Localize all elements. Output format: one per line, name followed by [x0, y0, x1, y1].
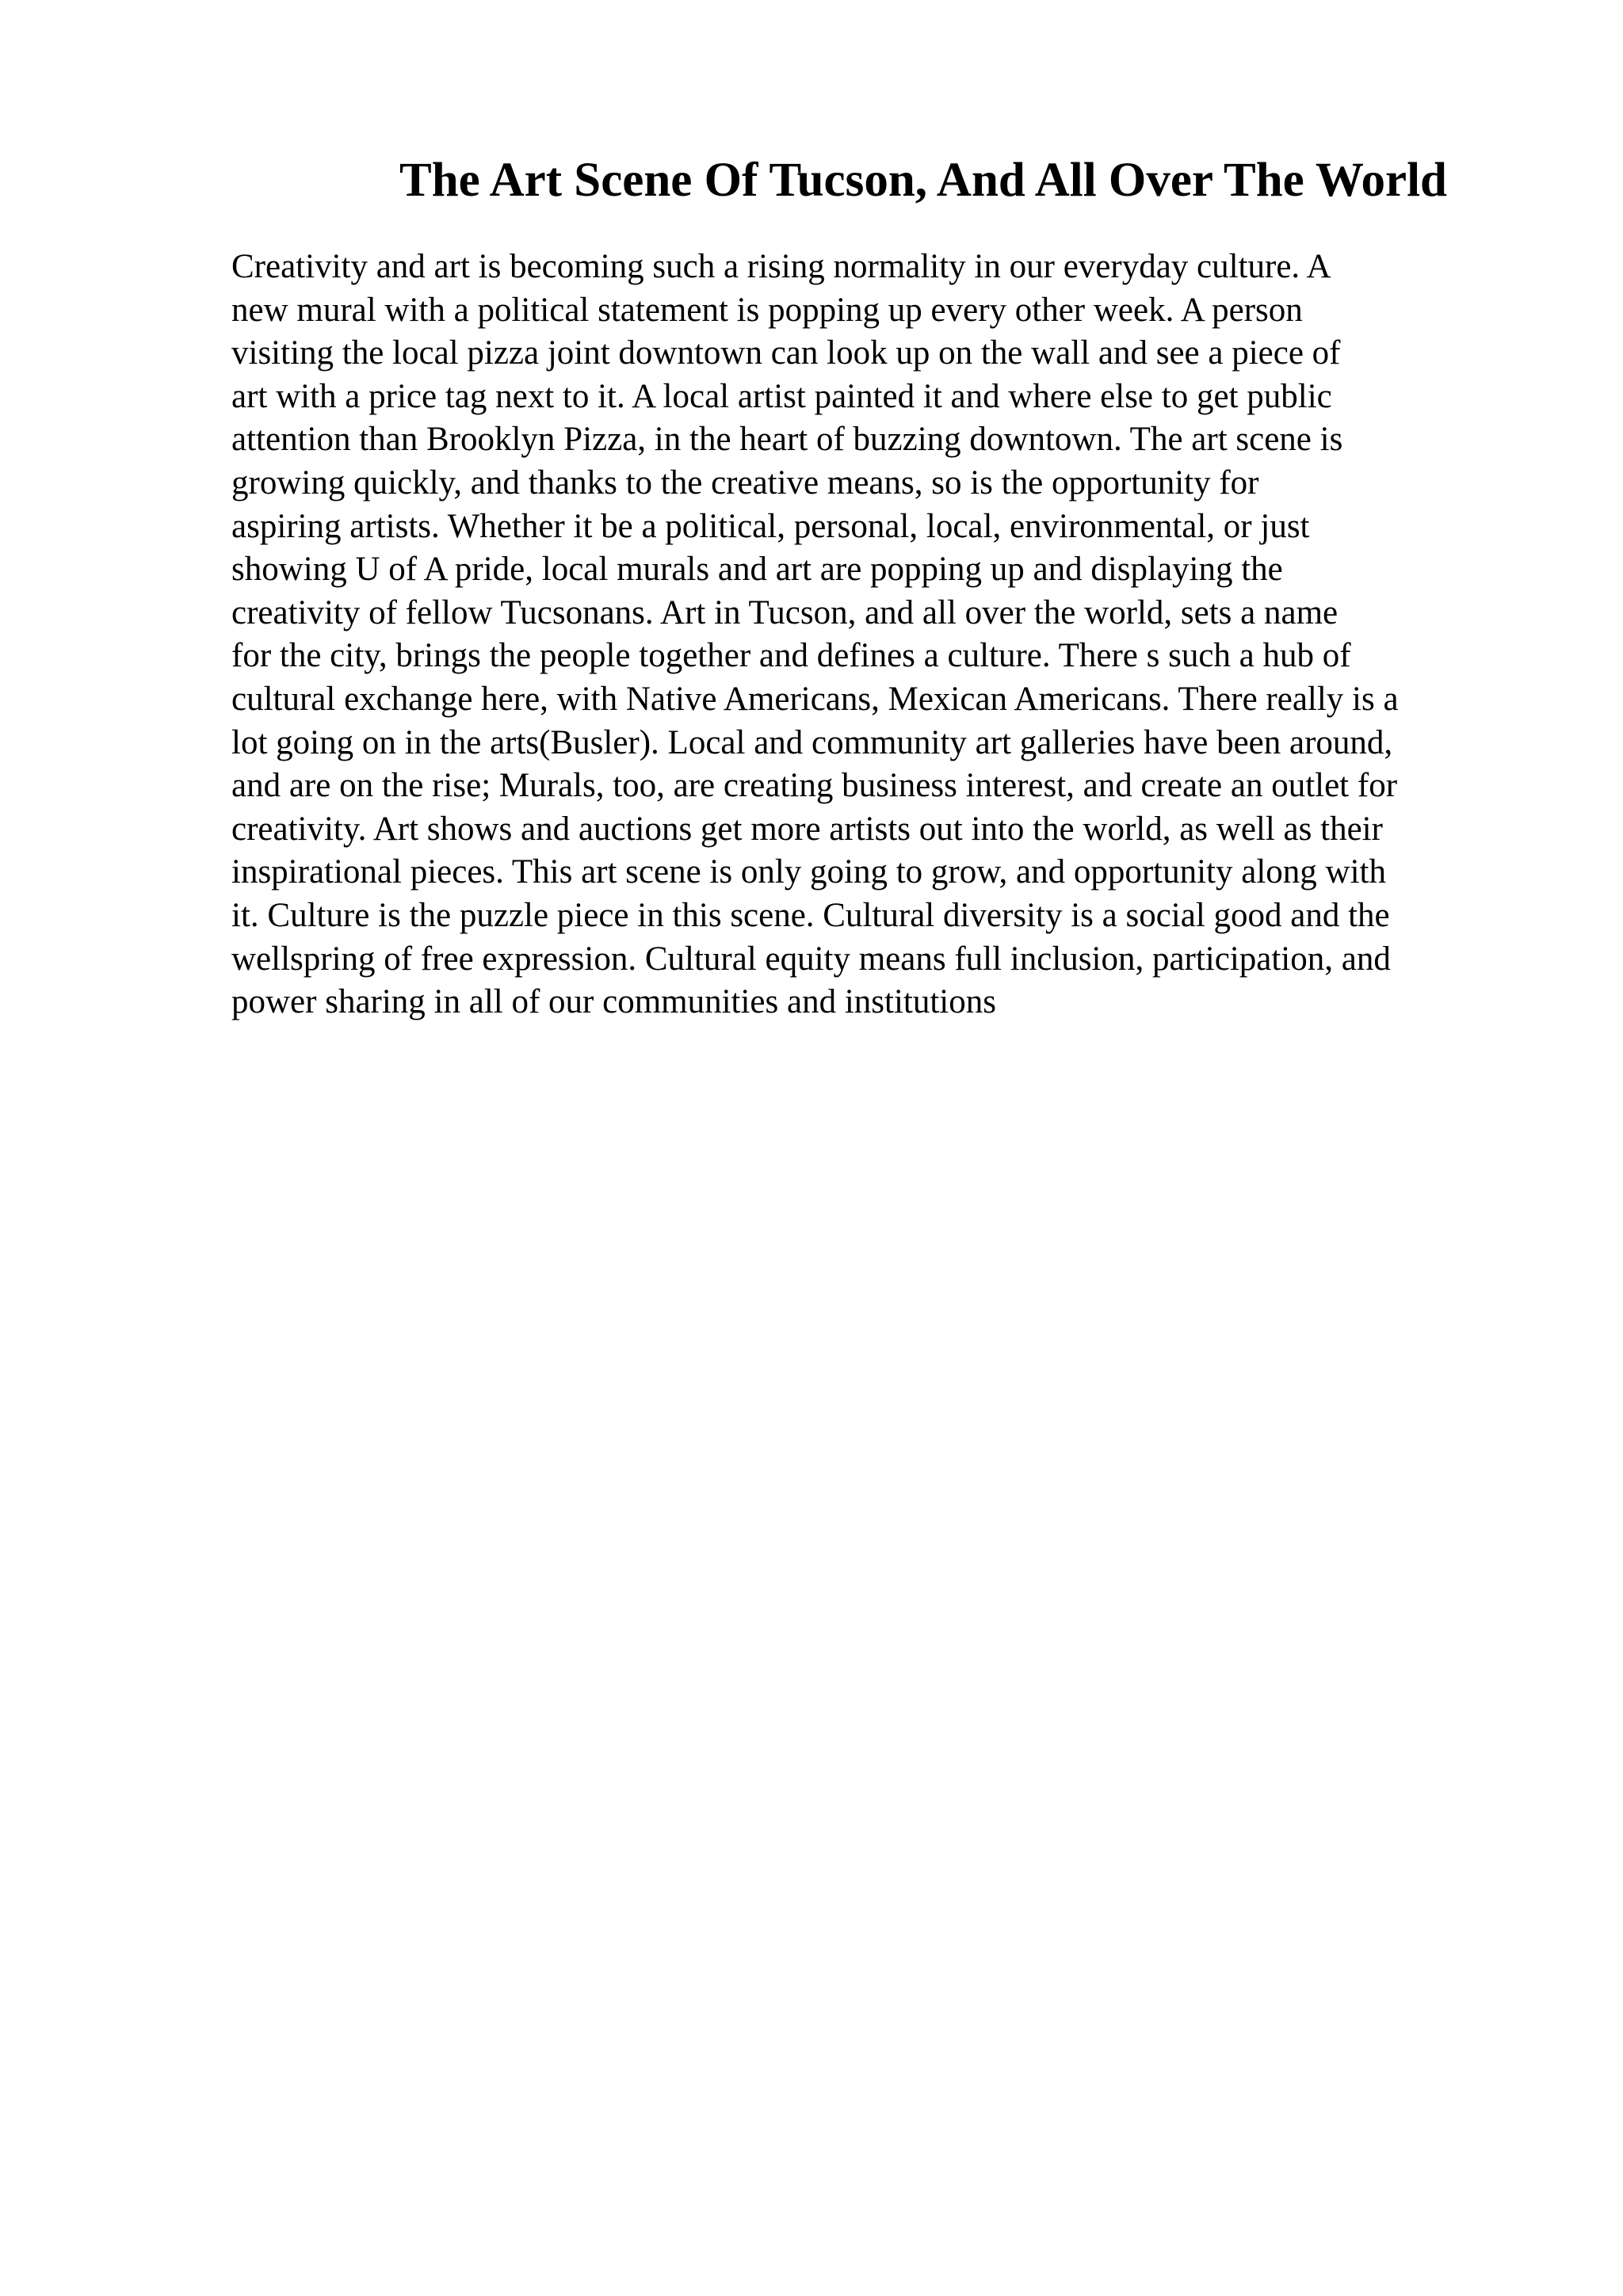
body-line: Creativity and art is becoming such a rising normality in our everyday culture. A	[231, 248, 1331, 285]
body-line: for the city, brings the people together and defines a culture. There s such a hub of	[231, 637, 1351, 675]
document-body	[231, 246, 1499, 1024]
body-line: aspiring artists. Whether it be a political, personal, local, environmental, or just	[231, 507, 1310, 545]
body-line: it. Culture is the puzzle piece in this scene. Cultural diversity is a social good and the	[231, 896, 1390, 934]
body-line: showing U of A pride, local murals and art are popping up and displaying the	[231, 551, 1283, 589]
body-line: new mural with a political statement is popping up every other week. A person	[231, 291, 1303, 329]
body-line: art with a price tag next to it. A local artist painted it and where else to get public	[231, 377, 1332, 415]
body-line: wellspring of free expression. Cultural equity means full inclusion, participation, and	[231, 940, 1391, 978]
body-line: visiting the local pizza joint downtown can look up on the wall and see a piece of	[231, 334, 1341, 372]
body-line: power sharing in all of our communities and institutions	[231, 983, 996, 1021]
body-line: lot going on in the arts(Busler). Local and community art galleries have been around,	[231, 723, 1393, 761]
body-line: creativity of fellow Tucsonans. Art in Tucson, and all over the world, sets a name	[231, 593, 1338, 631]
body-line: inspirational pieces. This art scene is only going to grow, and opportunity along with	[231, 853, 1386, 891]
body-line: creativity. Art shows and auctions get more artists out into the world, as well as their	[231, 810, 1383, 848]
document-title: The Art Scene Of Tucson, And All Over The World	[399, 154, 1447, 207]
body-line: and are on the rise; Murals, too, are creating business interest, and create an outlet for	[231, 767, 1398, 805]
body-line: growing quickly, and thanks to the creative means, so is the opportunity for	[231, 463, 1259, 502]
body-line: attention than Brooklyn Pizza, in the heart of buzzing downtown. The art scene is	[231, 421, 1343, 459]
body-line: cultural exchange here, with Native Americans, Mexican Americans. There really is a	[231, 680, 1399, 718]
